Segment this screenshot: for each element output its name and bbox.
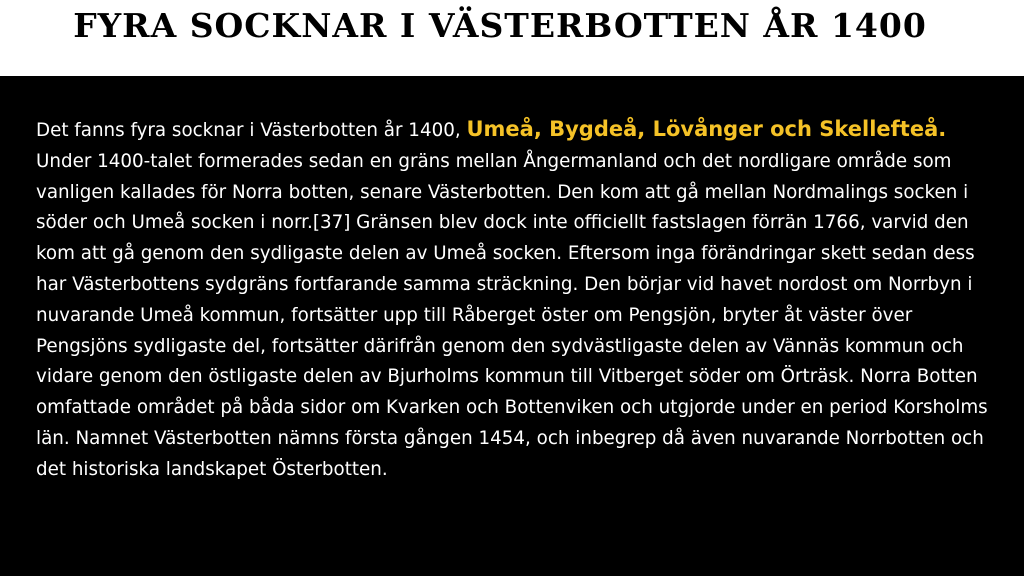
- title-bar: [0, 0, 1024, 76]
- body-highlight: Umeå, Bygdeå, Lövånger och Skellefteå.: [466, 117, 947, 141]
- body-intro: Det fanns fyra socknar i Västerbotten år 1400,: [36, 120, 467, 141]
- slide-body: [36, 114, 991, 554]
- slide-title: FYRA SOCKNAR I VÄSTERBOTTEN ÅR 1400: [73, 6, 927, 45]
- body-rest: Under 1400-talet formerades sedan en gräns mellan Ångermanland och det nordligare område som vanligen kallades för Norra botten, senare Västerbotten. Den kom att gå mellan Nordmalings socken i söder och Umeå socken i norr.[37] Gränsen blev dock inte officiellt fastslagen förrän 1766, varvid den kom att gå genom den sydligaste delen av Umeå socken. Eftersom inga förändringar skett sedan dess har Västerbottens sydgräns fortfarande samma sträckning. Den börjar vid havet nordost om Norrbyn i nuvarande Umeå kommun, fortsätter upp till Råberget öster om Pengsjön, bryter åt väster över Pengsjöns sydligaste del, fortsätter därifrån genom den sydvästligaste delen av Vännäs kommun och vidare genom den östligaste delen av Bjurholms kommun till Vitberget söder om Örträsk. Norra Botten omfattade området på båda sidor om Kvarken och Bottenviken och utgjorde under en period Korsholms län. Namnet Västerbotten nämns första gången 1454, och inbegrep då även nuvarande Norrbotten och det historiska landskapet Österbotten.: [36, 150, 988, 480]
